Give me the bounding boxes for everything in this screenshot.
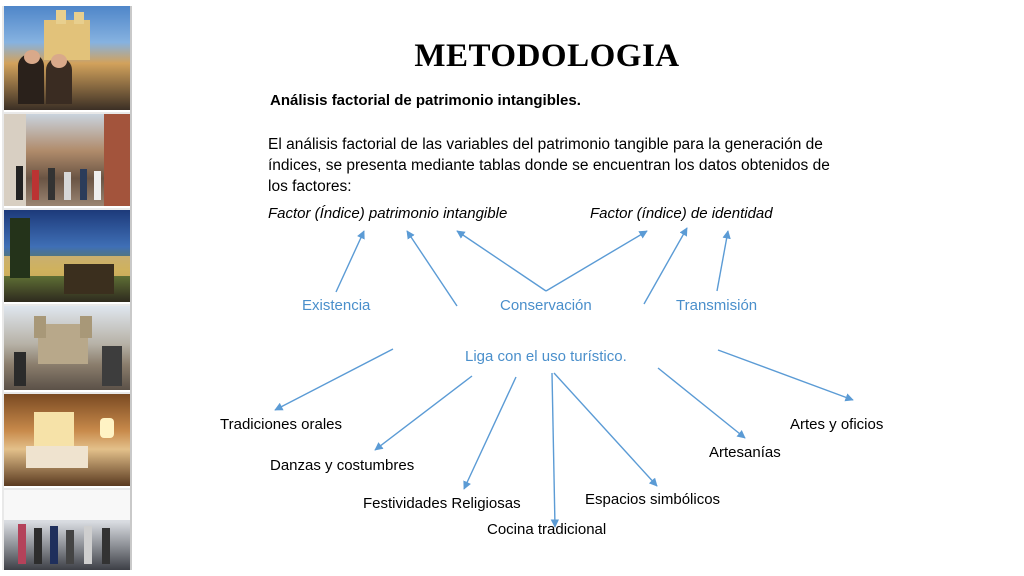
element-artes-oficios: Artes y oficios (790, 416, 884, 433)
factor-identidad: Factor (índice) de identidad (590, 205, 773, 222)
slide-subtitle: Análisis factorial de patrimonio intangibles. (270, 92, 581, 109)
arrow-conservacion-to-factor2 (546, 231, 647, 291)
criterion-existencia: Existencia (302, 297, 371, 314)
element-espacios-simbolicos: Espacios simbólicos (585, 491, 721, 508)
arrow-to-tradiciones-orales (275, 349, 393, 410)
element-danzas-costumbres: Danzas y costumbres (270, 457, 415, 474)
factor-patrimonio-intangible: Factor (Índice) patrimonio intangible (268, 205, 508, 222)
arrow-transmision-to-factor2-b (717, 231, 728, 291)
arrow-to-cocina-tradicional (552, 373, 555, 527)
slide-title: METODOLOGIA (414, 38, 680, 74)
arrow-conservacion-to-factor1 (457, 231, 546, 291)
element-tradiciones-orales: Tradiciones orales (220, 416, 342, 433)
arrow-existencia-to-factor1 (336, 231, 364, 292)
arrow-to-danzas-costumbres (375, 376, 472, 450)
arrow-to-espacios-simbolicos (554, 373, 657, 486)
element-cocina-tradicional: Cocina tradicional (487, 521, 607, 538)
arrow-transmision-to-factor2-a (644, 228, 687, 304)
arrow-to-artesanias (658, 368, 745, 438)
intro-paragraph: El análisis factorial de las variables del patrimonio tangible para la generación de índices, se presenta mediante tablas donde se encuentran los datos obtenidos de los factores: (268, 136, 830, 195)
arrow-to-festividades-religiosas (464, 377, 516, 489)
criterion-transmision: Transmisión (676, 297, 758, 314)
element-festividades-religiosas: Festividades Religiosas (363, 495, 521, 512)
link-tourism: Liga con el uso turístico. (465, 348, 627, 365)
arrow-to-artes-oficios (718, 350, 853, 400)
element-artesanias: Artesanías (709, 444, 781, 461)
criterion-conservacion: Conservación (500, 297, 592, 314)
arrow-criterion-to-factor1 (407, 231, 457, 306)
